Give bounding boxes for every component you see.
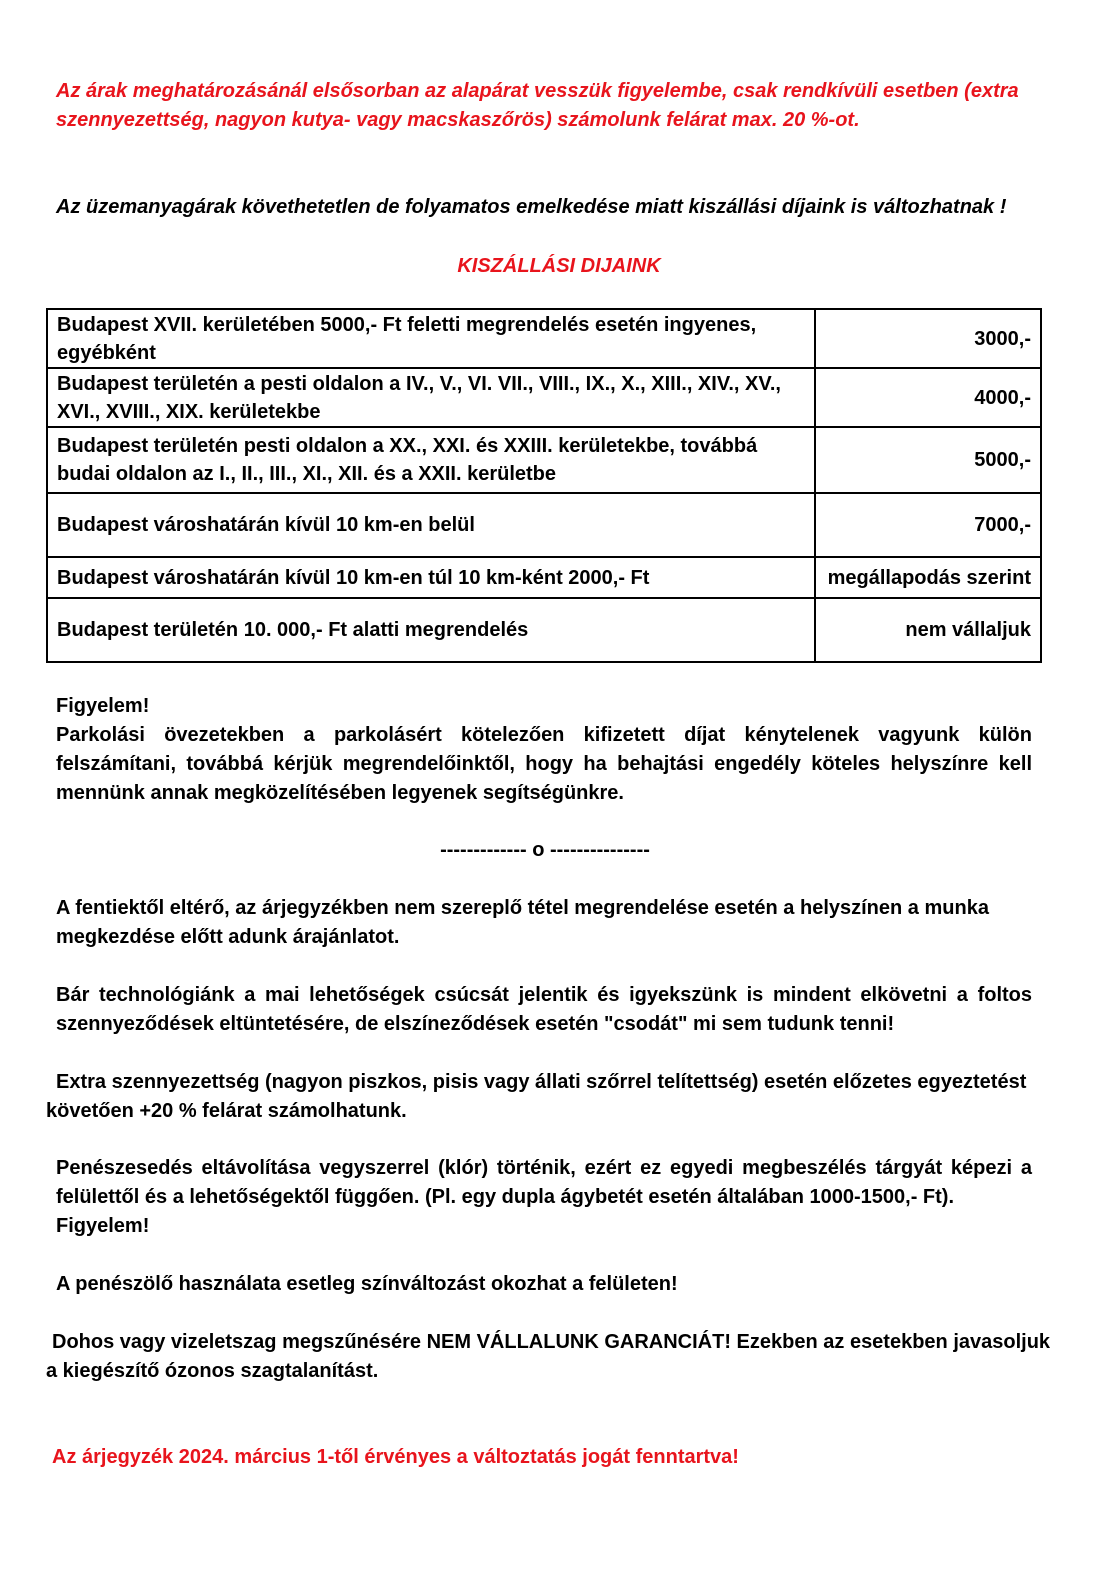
technology-paragraph: Bár technológiánk a mai lehetőségek csúcsát jelentik és igyekszünk is mindent elkövetni a foltos szennyeződések eltüntetésére, de elszíneződések esetén "csodát" mi sem tudunk tenni! <box>56 984 1032 1035</box>
mold-warning: A penészölő használata esetleg színváltozást okozhat a felületen! <box>56 1273 678 1295</box>
fee-price: nem vállaljuk <box>815 598 1041 662</box>
table-row <box>47 368 1041 427</box>
table-row <box>47 309 1041 368</box>
odor-paragraph-line1: Dohos vagy vizeletszag megszűnésére NEM VÁLLALUNK GARANCIÁT! Ezekben az esetekben javasoljuk <box>52 1331 1051 1353</box>
intro-note: Az árak meghatározásánál elsősorban az alapárat vesszük figyelembe, csak rendkívüli esetben (extra szennyezettség, nagyon kutya- vagy macskaszőrös) számolunk felárat max. 20 %-ot. <box>56 80 1019 131</box>
fee-description: Budapest területén a pesti oldalon a IV., V., VI. VII., VIII., IX., X., XIII., XIV., XV., XVI., XVIII., XIX. kerületekbe <box>47 368 815 427</box>
separator: ------------- o --------------- <box>440 839 650 861</box>
fuel-price-note: Az üzemanyagárak követhetetlen de folyamatos emelkedése miatt kiszállási díjaink is változhatnak ! <box>56 196 1007 218</box>
mold-paragraph: Penészesedés eltávolítása vegyszerrel (klór) történik, ezért ez egyedi megbeszélés tárgyát képezi a felülettől és a lehetőségektől függően. (Pl. egy dupla ágybetét esetén általában 1000-1500,- Ft). <box>56 1157 1032 1208</box>
fee-description: Budapest területén pesti oldalon a XX., XXI. és XXIII. kerületekbe, továbbá budai oldalon az I., II., III., XI., XII. és a XXII. kerületbe <box>47 427 815 493</box>
fee-price: 5000,- <box>815 427 1041 493</box>
fee-price: 7000,- <box>815 493 1041 557</box>
fees-table <box>46 308 1042 663</box>
custom-offer-paragraph: A fentiektől eltérő, az árjegyzékben nem szereplő tétel megrendelése esetén a helyszínen a munka megkezdése előtt adunk árajánlatot. <box>56 897 989 948</box>
extra-dirt-paragraph-line2: követően +20 % felárat számolhatunk. <box>46 1100 407 1122</box>
fee-description: Budapest XVII. kerületében 5000,- Ft feletti megrendelés esetén ingyenes, egyébként <box>47 309 815 368</box>
extra-dirt-paragraph-line1: Extra szennyezettség (nagyon piszkos, pisis vagy állati szőrrel telítettség) esetén előzetes egyeztetést <box>56 1071 1027 1093</box>
mold-attention: Figyelem! <box>56 1215 150 1237</box>
fee-description: Budapest területén 10. 000,- Ft alatti megrendelés <box>47 598 815 662</box>
fee-price: 3000,- <box>815 309 1041 368</box>
fee-price: 4000,- <box>815 368 1041 427</box>
table-row <box>47 598 1041 662</box>
fees-heading: KISZÁLLÁSI DIJAINK <box>457 255 661 277</box>
fee-description: Budapest városhatárán kívül 10 km-en belül <box>47 493 815 557</box>
table-row <box>47 557 1041 598</box>
table-row <box>47 493 1041 557</box>
parking-note: Parkolási övezetekben a parkolásért kötelezően kifizetett díjat kénytelenek vagyunk külön felszámítani, továbbá kérjük megrendelőinktől, hogy ha behajtási engedély köteles helyszínre kell mennünk annak megközelítésében legyenek segítségünkre. <box>56 724 1032 804</box>
odor-paragraph-line2: a kiegészítő ózonos szagtalanítást. <box>46 1360 379 1382</box>
table-row <box>47 427 1041 493</box>
fee-price: megállapodás szerint <box>815 557 1041 598</box>
validity-note: Az árjegyzék 2024. március 1-től érvényes a változtatás jogát fenntartva! <box>52 1446 739 1468</box>
fee-description: Budapest városhatárán kívül 10 km-en túl 10 km-ként 2000,- Ft <box>47 557 815 598</box>
attention-title: Figyelem! <box>56 695 150 717</box>
